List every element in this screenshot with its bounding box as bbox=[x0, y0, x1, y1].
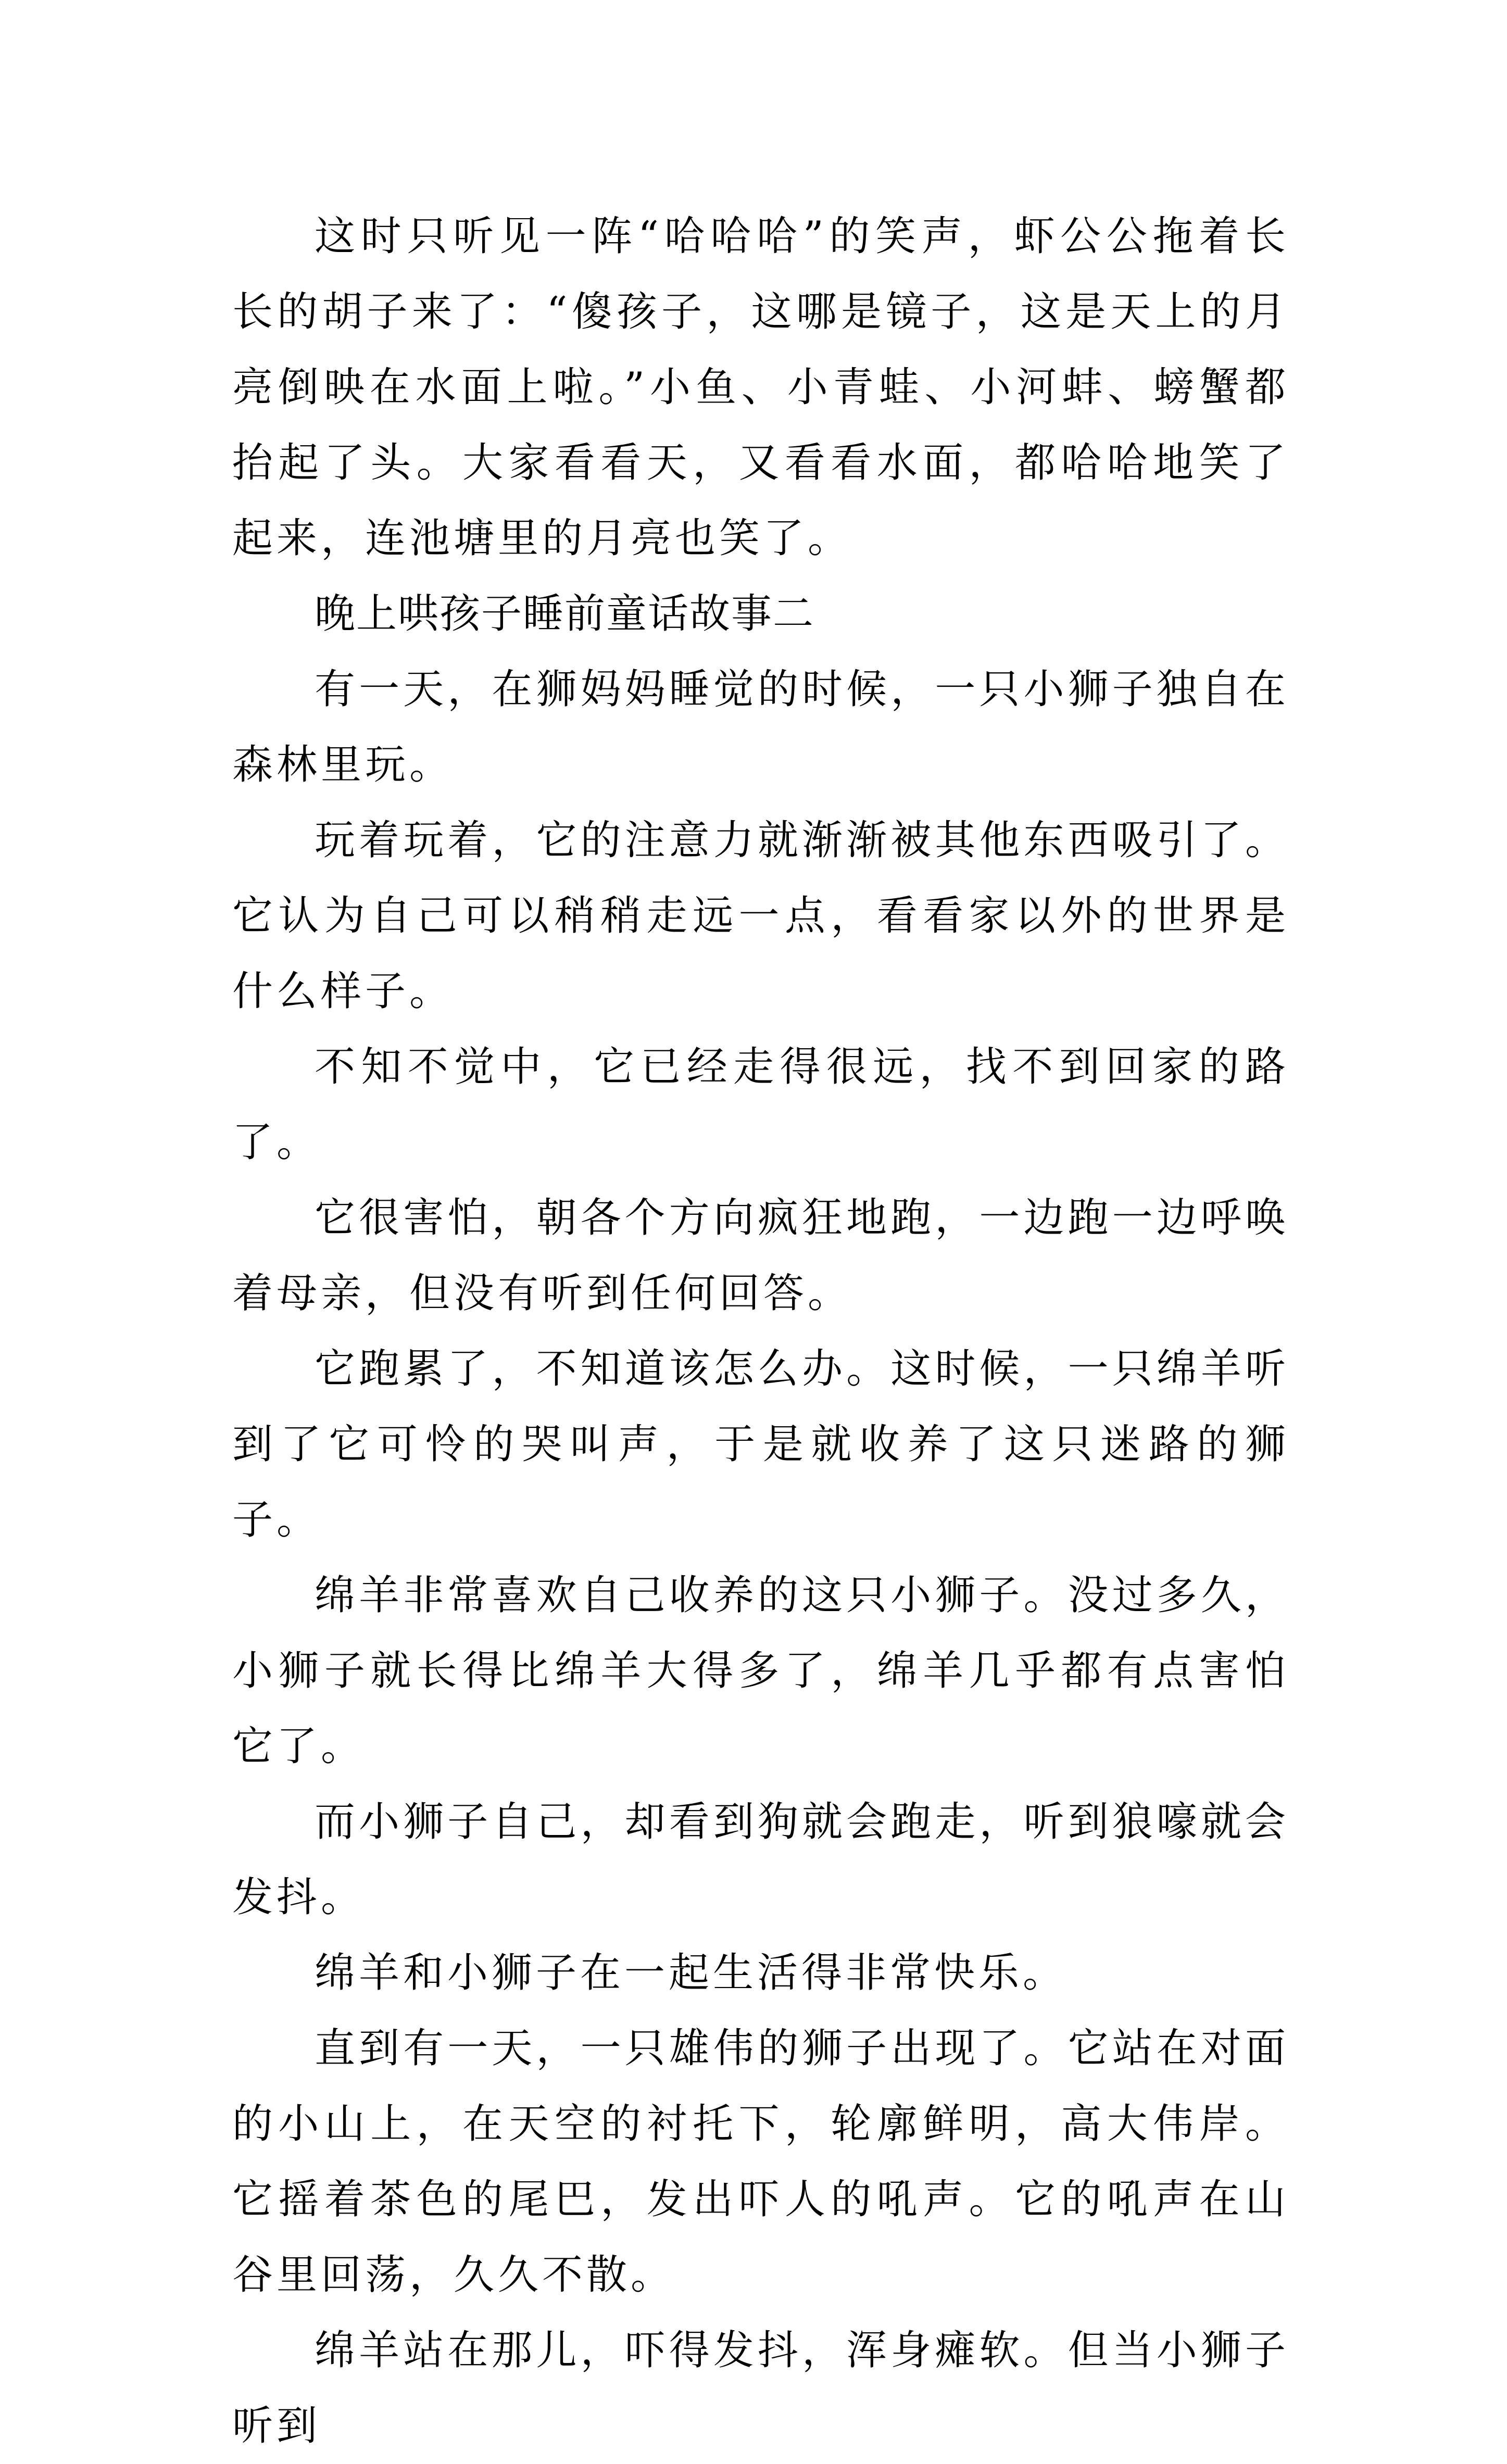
paragraph-happy-life: 绵羊和小狮子在一起生活得非常快乐。 bbox=[315, 1950, 1068, 1996]
story-heading: 晚上哄孩子睡前童话故事二 bbox=[315, 590, 815, 637]
paragraph-lost: 不知不觉中，它已经走得很远，找不到回家的路了。 bbox=[232, 1044, 1289, 1166]
paragraph-sheep-trembles: 绵羊站在那儿，吓得发抖，浑身瘫软。但当小狮子听到 bbox=[232, 2327, 1289, 2449]
paragraph-great-lion: 直到有一天，一只雄伟的狮子出现了。它站在对面的小山上，在天空的衬托下，轮廓鲜明，高大伟岸。它摇着茶色的尾巴，发出吓人的吼声。它的吼声在山谷里回荡，久久不散。 bbox=[232, 2025, 1289, 2298]
paragraph-distracted: 玩着玩着，它的注意力就渐渐被其他东西吸引了。它认为自己可以稍稍走远一点，看看家以外的世界是什么样子。 bbox=[232, 817, 1289, 1015]
paragraph-lion-cub-alone: 有一天，在狮妈妈睡觉的时候，一只小狮子独自在森林里玩。 bbox=[232, 666, 1289, 788]
paragraph-cub-grows: 绵羊非常喜欢自己收养的这只小狮子。没过多久，小狮子就长得比绵羊大得多了，绵羊几乎都有点害怕它了。 bbox=[232, 1572, 1289, 1770]
paragraph-cub-fearful: 而小狮子自己，却看到狗就会跑走，听到狼嚎就会发抖。 bbox=[232, 1799, 1289, 1921]
paragraph-calling-mother: 它很害怕，朝各个方向疯狂地跑，一边跑一边呼唤着母亲，但没有听到任何回答。 bbox=[232, 1195, 1289, 1317]
paragraph-sheep-adopts: 它跑累了，不知道该怎么办。这时候，一只绵羊听到了它可怜的哭叫声，于是就收养了这只迷路的狮子。 bbox=[232, 1346, 1289, 1543]
paragraph-moon-reflection: 这时只听见一阵“哈哈哈”的笑声，虾公公拖着长长的胡子来了：“傻孩子，这哪是镜子，这是天上的月亮倒映在水面上啦。”小鱼、小青蛙、小河蚌、螃蟹都抬起了头。大家看看天，又看看水面，都哈哈地笑了起来，连池塘里的月亮也笑了。 bbox=[232, 213, 1289, 562]
document-body bbox=[232, 199, 1289, 2464]
